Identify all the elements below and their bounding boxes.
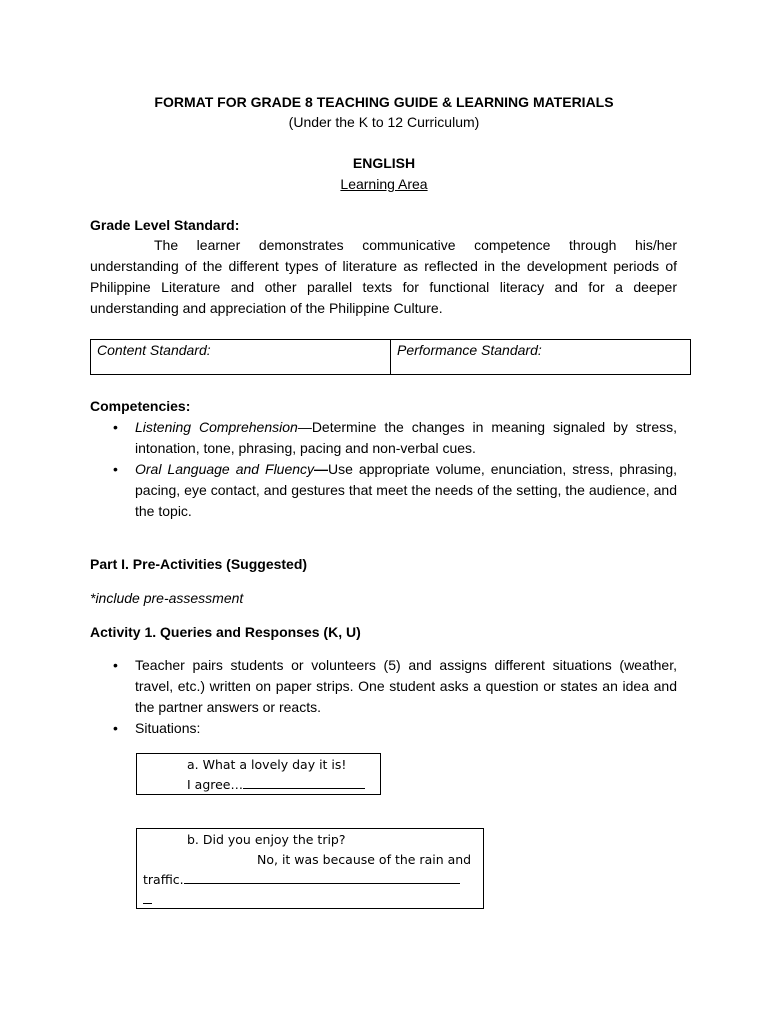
answer-blank — [243, 775, 365, 789]
pre-assessment-note: *include pre-assessment — [90, 590, 244, 606]
subject-name: ENGLISH — [352, 155, 416, 171]
activity1-list — [90, 655, 677, 739]
grade-level-heading: Grade Level Standard: — [90, 217, 240, 233]
content-standard-cell: Content Standard: — [97, 342, 211, 358]
part1-heading: Part I. Pre-Activities (Suggested) — [90, 556, 308, 572]
situation-b-blank-tail — [137, 890, 483, 910]
situation-a-response: I agree… — [137, 775, 380, 795]
subject-caption — [0, 176, 768, 192]
competencies-list — [90, 417, 677, 522]
performance-standard-cell: Performance Standard: — [390, 340, 690, 374]
list-item: • Listening Comprehension—Determine the changes in meaning signaled by stress, intonation, tone, phrasing, pacing and non-verbal cues. — [90, 417, 677, 459]
situation-b-box — [136, 828, 484, 909]
situation-a-question: a. What a lovely day it is! — [187, 757, 347, 772]
grade-level-body: The learner demonstrates communicative competence through his/her understanding of the different types of literature as reflected in the development periods of Philippine Literature and other parallel texts for functional literacy and for a deeper understanding and appreciation of the Philippine Culture. — [90, 237, 677, 316]
situation-b-response-end: traffic. — [137, 870, 483, 890]
situation-b-response: No, it was because of the rain and — [257, 852, 472, 867]
activity1-heading: Activity 1. Queries and Responses (K, U) — [90, 624, 361, 640]
list-item: • Teacher pairs students or volunteers (5) and assigns different situations (weather, travel, etc.) written on paper strips. One student asks a question or states an idea and the partner answers or reacts. — [90, 655, 677, 718]
situation-a-box — [136, 753, 381, 795]
answer-blank — [184, 870, 460, 884]
document-title: FORMAT FOR GRADE 8 TEACHING GUIDE & LEARNING MATERIALS — [154, 94, 614, 110]
document-subtitle: (Under the K to 12 Curriculum) — [288, 114, 480, 130]
answer-blank — [143, 890, 152, 904]
standards-table — [90, 339, 691, 375]
situation-b-question: b. Did you enjoy the trip? — [187, 832, 346, 847]
competencies-heading: Competencies: — [90, 398, 191, 414]
subject-caption-text: Learning Area — [340, 176, 428, 192]
list-item: • Situations: — [90, 718, 677, 739]
grade-level-text — [90, 235, 677, 319]
list-item: • Oral Language and Fluency—Use appropriate volume, enunciation, stress, phrasing, pacing, eye contact, and gestures that meet the needs of the setting, the audience, and the topic. — [90, 459, 677, 522]
